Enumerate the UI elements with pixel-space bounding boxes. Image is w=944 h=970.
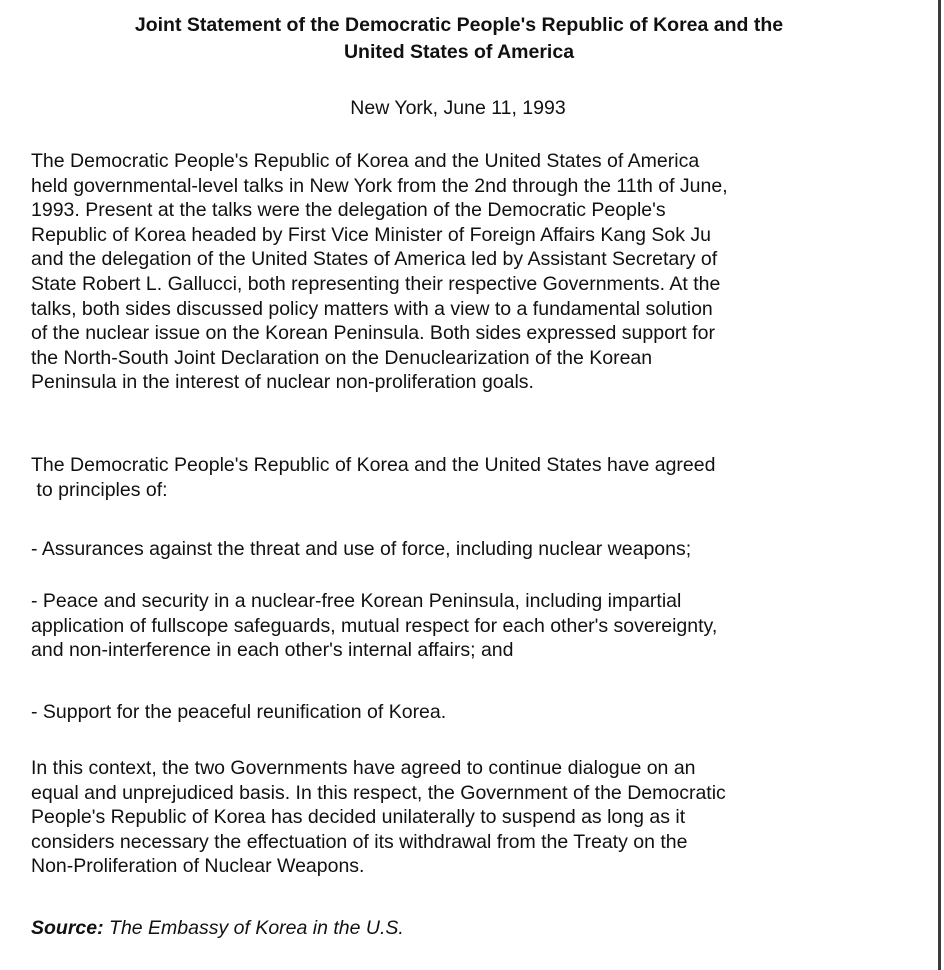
paragraph-line: The Democratic People's Republic of Korea and the United States have agreed [31, 454, 716, 476]
dateline: New York, June 11, 1993 [350, 97, 566, 119]
paragraph-line: the North-South Joint Declaration on the Denuclearization of the Korean [31, 346, 653, 369]
paragraph-line: - Peace and security in a nuclear-free Korean Peninsula, including impartial [31, 590, 682, 612]
paragraph-line: equal and unprejudiced basis. In this respect, the Government of the Democratic [31, 781, 726, 804]
paragraph-line: and the delegation of the United States of America led by Assistant Secretary of [31, 248, 718, 271]
paragraph-line: Non-Proliferation of Nuclear Weapons. [31, 855, 365, 878]
source-citation [31, 916, 891, 941]
principle-item-assurances [31, 537, 891, 562]
paragraph-line: 1993. Present at the talks were the delegation of the Democratic People's [31, 199, 666, 222]
paragraph-line: People's Republic of Korea has decided unilaterally to suspend as long as it [31, 806, 686, 829]
principle-item-peace-security [31, 589, 891, 663]
paragraph-line: - Support for the peaceful reunification of Korea. [31, 701, 447, 723]
paragraph-line: talks, both sides discussed policy matters with a view to a fundamental solution [31, 297, 713, 320]
paragraph-line: and non-interference in each other's internal affairs; and [31, 639, 514, 662]
paragraph-agreed-principles [31, 453, 891, 502]
title-line-1: Joint Statement of the Democratic People's Republic of Korea and the [134, 14, 784, 36]
principle-item-reunification [31, 700, 891, 725]
paragraph-line: to principles of: [31, 478, 168, 501]
paragraph-line: considers necessary the effectuation of its withdrawal from the Treaty on the [31, 830, 688, 853]
paragraph-talks-summary [31, 149, 891, 395]
paragraph-line: Republic of Korea headed by First Vice Minister of Foreign Affairs Kang Sok Ju [31, 223, 711, 246]
paragraph-line: The Democratic People's Republic of Korea and the United States of America [31, 150, 700, 172]
paragraph-line: State Robert L. Gallucci, both representing their respective Governments. At the [31, 272, 721, 295]
paragraph-line: Peninsula in the interest of nuclear non-proliferation goals. [31, 371, 534, 394]
paragraph-context [31, 756, 891, 879]
paragraph-line: of the nuclear issue on the Korean Peninsula. Both sides expressed support for [31, 322, 716, 345]
source-text: The Embassy of Korea in the U.S. [103, 917, 404, 939]
paragraph-line: - Assurances against the threat and use of force, including nuclear weapons; [31, 538, 692, 560]
paragraph-line: held governmental-level talks in New York from the 2nd through the 11th of June, [31, 174, 728, 197]
document-title [0, 12, 918, 66]
title-line-2: United States of America [343, 41, 575, 63]
page-edge-border [938, 0, 941, 970]
source-label: Source: [31, 917, 104, 939]
paragraph-line: In this context, the two Governments have agreed to continue dialogue on an [31, 757, 696, 779]
paragraph-line: application of fullscope safeguards, mutual respect for each other's sovereignty, [31, 614, 718, 637]
